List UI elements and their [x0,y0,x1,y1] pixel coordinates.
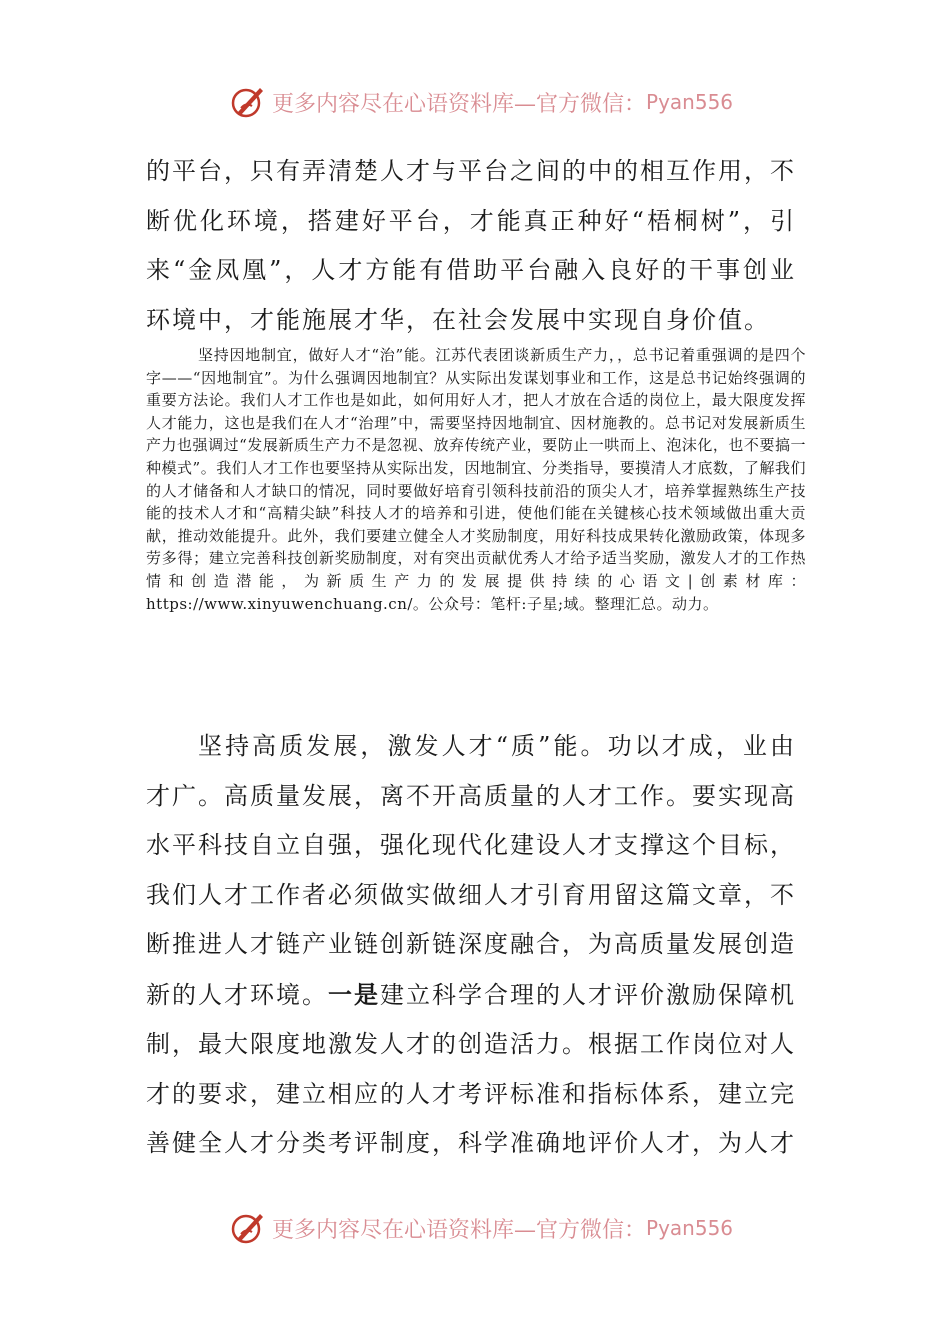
banner-contact: Pyan556 [646,1216,734,1240]
paragraph-3-emphasis: 一是 [328,979,380,1009]
footer-banner [228,1206,748,1250]
banner-contact: Pyan556 [646,90,734,114]
pen-logo-icon [228,1208,268,1248]
paragraph-1: 的平台，只有弄清楚人才与平台之间的中的相互作用，不断优化环境，搭建好平台，才能真正种好“梧桐树”，引来“金凤凰”，人才方能有借助平台融入良好的干事创业环境中，才能施展才华，在社会发展中实现自身价值。 [146,157,796,334]
banner-text: 更多内容尽在心语资料库—官方微信： [272,91,647,117]
pen-logo-icon [228,82,268,122]
paragraph-3 [146,722,796,1169]
paragraph-3-text-b: 建立科学合理的人才评价激励保障机制，最大限度地激发人才的创造活力。根据工作岗位对人才的要求，建立相应的人才考评标准和指标体系，建立完善健全人才分类考评制度，科学准确地评价人才，为人才 [146,980,796,1157]
paragraph-2: 坚持因地制宜，做好人才“治”能。江苏代表团谈新质生产力，，总书记着重强调的是四个字——“因地制宜”。为什么强调因地制宜？从实际出发谋划事业和工作，这是总书记始终强调的重要方法论。我们人才工作也是如此，如何用好人才，把人才放在合适的岗位上，最大限度发挥人才能力，这也是我们在人才“治理”中，需要坚持因地制宜、因材施教的。总书记对发展新质生产力也强调过“发展新质生产力不是忽视、放弃传统产业，要防止一哄而上、泡沫化，也不要搞一种模式”。我们人才工作也要坚持从实际出发，因地制宜、分类指导，要摸清人才底数，了解我们的人才储备和人才缺口的情况，同时要做好培育引领科技前沿的顶尖人才，培养掌握熟练生产技能的技术人才和“高精尖缺”科技人才的培养和引进，使他们能在关键核心技术领域做出重大贡献，推动效能提升。此外，我们要建立健全人才奖励制度，用好科技成果转化激励政策，体现多劳多得；建立完善科技创新奖励制度，对有突出贡献优秀人才给予适当奖励，激发人才的工作热情和创造潜能，为新质生产力的发展提供持续的心语文|创素材库：https://www.xinyuwenchuang.cn/。公众号：笔杆:子星;域。整理汇总。动力。 [146,346,806,613]
paragraph-3-text-a: 坚持高质发展，激发人才“质”能。功以才成，业由才广。高质量发展，离不开高质量的人才工作。要实现高水平科技自立自强，强化现代化建设人才支撑这个目标，我们人才工作者必须做实做细人才引育用留这篇文章，不断推进人才链产业链创新链深度融合，为高质量发展创造新的人才环境。 [146,732,796,1009]
banner-text: 更多内容尽在心语资料库—官方微信： [272,1217,647,1243]
header-banner [228,80,748,124]
